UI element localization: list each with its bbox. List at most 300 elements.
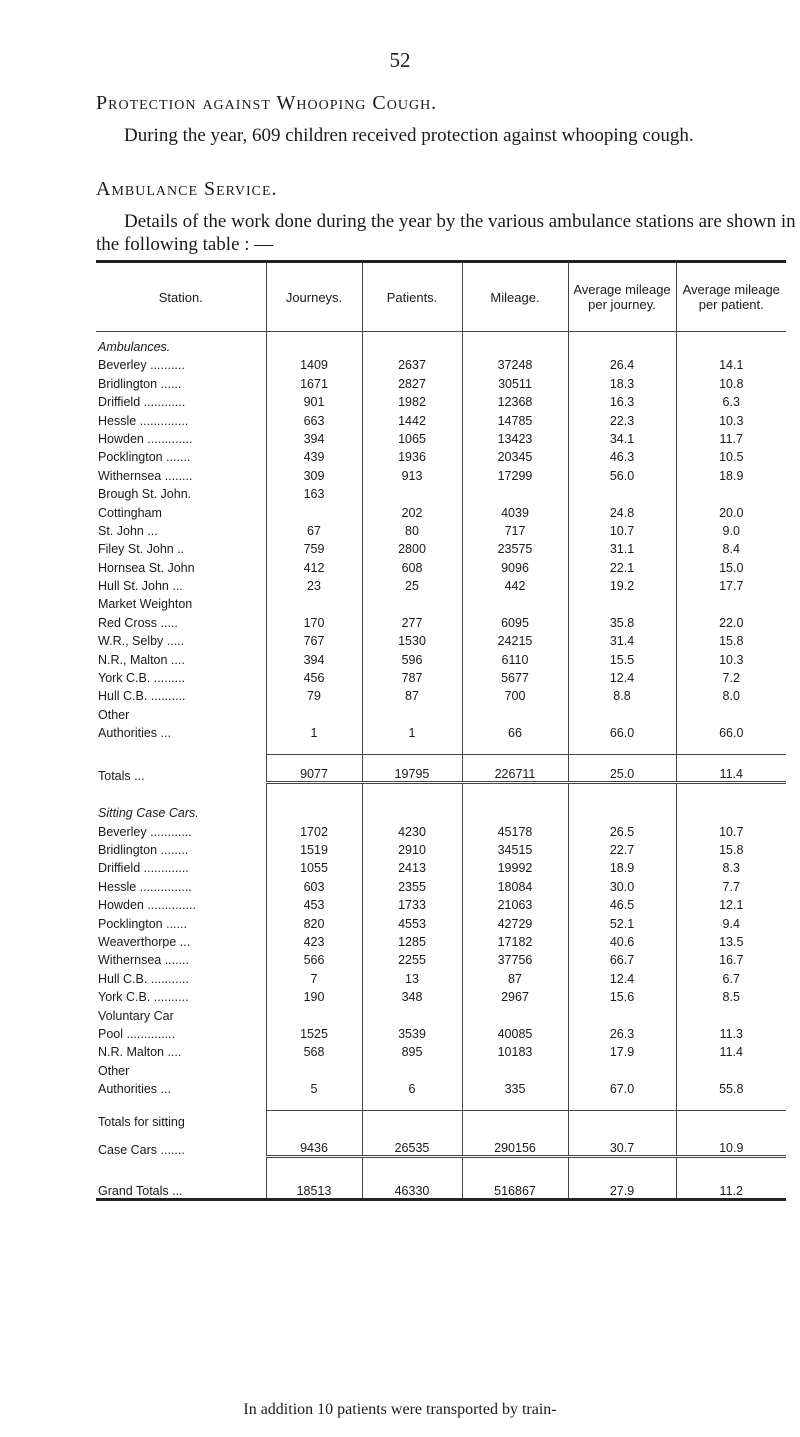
table-row (96, 912, 786, 930)
table-row (96, 391, 786, 409)
mileage-cell: 19992 (462, 857, 568, 875)
empty-cell (462, 332, 568, 355)
mileage-cell (462, 1059, 568, 1077)
table-row (96, 575, 786, 593)
avg-patient-cell (676, 593, 786, 611)
mileage-cell: 290156 (462, 1129, 568, 1157)
mileage-cell: 18084 (462, 875, 568, 893)
mileage-cell: 34515 (462, 839, 568, 857)
table-row (96, 986, 786, 1004)
avg-patient-cell: 11.4 (676, 1041, 786, 1059)
journeys-cell: 1409 (266, 354, 362, 372)
avg-patient-cell: 10.5 (676, 446, 786, 464)
journeys-cell (266, 593, 362, 611)
avg-journey-cell: 26.4 (568, 354, 676, 372)
avg-patient-cell: 15.0 (676, 556, 786, 574)
patients-cell: 2255 (362, 949, 462, 967)
empty-cell (96, 1096, 266, 1111)
avg-journey-cell: 46.5 (568, 894, 676, 912)
mileage-cell: 14785 (462, 409, 568, 427)
journeys-cell: 1671 (266, 372, 362, 390)
journeys-cell: 67 (266, 520, 362, 538)
journeys-cell: 603 (266, 875, 362, 893)
patients-cell: 6 (362, 1078, 462, 1096)
avg-journey-cell: 26.5 (568, 820, 676, 838)
mileage-cell: 30511 (462, 372, 568, 390)
mileage-cell: 42729 (462, 912, 568, 930)
empty-cell (462, 1096, 568, 1111)
empty-cell (362, 740, 462, 755)
mileage-cell: 17182 (462, 931, 568, 949)
station-cell: St. John ... (98, 523, 158, 538)
patients-cell: 46330 (362, 1172, 462, 1200)
mileage-cell: 87 (462, 967, 568, 985)
section-ambulances (96, 332, 786, 355)
station-cell: Other (98, 1063, 130, 1078)
table-row (96, 949, 786, 967)
avg-journey-cell: 27.9 (568, 1172, 676, 1200)
station-cell: Market Weighton (98, 597, 193, 612)
mileage-cell: 12368 (462, 391, 568, 409)
station-cell: Driffield ............ (98, 395, 186, 410)
avg-journey-cell: 10.7 (568, 520, 676, 538)
empty-cell (676, 740, 786, 755)
col-header-avg-per-patient: Average mileage per patient. (676, 262, 786, 332)
station-cell: Authorities ... (98, 726, 171, 741)
empty-cell (568, 783, 676, 799)
avg-patient-cell: 8.4 (676, 538, 786, 556)
avg-journey-cell: 35.8 (568, 611, 676, 629)
journeys-cell: 9077 (266, 755, 362, 783)
empty-cell (266, 740, 362, 755)
avg-patient-cell: 10.7 (676, 820, 786, 838)
empty-cell (362, 1096, 462, 1111)
station-cell: York C.B. .......... (98, 990, 189, 1005)
journeys-cell: 163 (266, 483, 362, 501)
station-cell: Pocklington ....... (98, 450, 191, 465)
table-row (96, 354, 786, 372)
mileage-cell: 2967 (462, 986, 568, 1004)
page-number: 52 (389, 48, 411, 72)
table-row (96, 556, 786, 574)
col-header-avg-per-journey: Average mileage per journey. (568, 262, 676, 332)
avg-patient-cell: 10.8 (676, 372, 786, 390)
table-row (96, 409, 786, 427)
table-row (96, 1041, 786, 1059)
patients-cell: 2910 (362, 839, 462, 857)
mileage-cell: 5677 (462, 667, 568, 685)
station-cell: Brough St. John. (98, 487, 192, 502)
table-row (96, 1004, 786, 1022)
patients-cell: 1 (362, 722, 462, 740)
avg-journey-cell: 31.1 (568, 538, 676, 556)
journeys-cell: 1519 (266, 839, 362, 857)
avg-journey-cell: 52.1 (568, 912, 676, 930)
journeys-cell: 9436 (266, 1129, 362, 1157)
empty-cell (362, 1111, 462, 1130)
journeys-cell: 439 (266, 446, 362, 464)
mileage-cell: 335 (462, 1078, 568, 1096)
mileage-cell: 6095 (462, 611, 568, 629)
patients-cell: 277 (362, 611, 462, 629)
journeys-cell (266, 703, 362, 721)
station-cell: Driffield ............. (98, 861, 189, 876)
patients-cell: 787 (362, 667, 462, 685)
journeys-cell: 412 (266, 556, 362, 574)
table-row (96, 428, 786, 446)
station-cell: Grand Totals ... (96, 1172, 266, 1200)
empty-cell (96, 740, 266, 755)
station-cell: Howden .............. (98, 898, 196, 913)
patients-cell (362, 703, 462, 721)
avg-patient-cell: 6.7 (676, 967, 786, 985)
patients-cell: 348 (362, 986, 462, 1004)
avg-journey-cell: 46.3 (568, 446, 676, 464)
journeys-cell: 5 (266, 1078, 362, 1096)
mileage-cell: 20345 (462, 446, 568, 464)
station-cell: Other (98, 707, 130, 722)
avg-patient-cell: 10.3 (676, 648, 786, 666)
station-cell: Beverley ............ (98, 824, 192, 839)
mileage-cell: 700 (462, 685, 568, 703)
table-row (96, 501, 786, 519)
avg-patient-cell: 18.9 (676, 464, 786, 482)
journeys-cell: 456 (266, 667, 362, 685)
avg-journey-cell: 8.8 (568, 685, 676, 703)
avg-patient-cell: 9.0 (676, 520, 786, 538)
journeys-cell (266, 1004, 362, 1022)
empty-cell (462, 740, 568, 755)
empty-cell (462, 798, 568, 820)
patients-cell (362, 1059, 462, 1077)
empty-cell (96, 1157, 266, 1173)
patients-cell (362, 483, 462, 501)
avg-journey-cell (568, 483, 676, 501)
mileage-cell (462, 593, 568, 611)
table-row (96, 1059, 786, 1077)
patients-cell: 80 (362, 520, 462, 538)
table-row (96, 1023, 786, 1041)
avg-patient-cell: 12.1 (676, 894, 786, 912)
table-row (96, 483, 786, 501)
journeys-cell: 1525 (266, 1023, 362, 1041)
empty-cell (568, 740, 676, 755)
station-cell: Hull C.B. .......... (98, 689, 186, 704)
journeys-cell: 190 (266, 986, 362, 1004)
journeys-cell: 1055 (266, 857, 362, 875)
table-row (96, 446, 786, 464)
empty-cell (568, 1111, 676, 1130)
mileage-cell: 40085 (462, 1023, 568, 1041)
table-row (96, 839, 786, 857)
avg-journey-cell: 56.0 (568, 464, 676, 482)
empty-cell (266, 1111, 362, 1130)
section-sitting-cars-label: Sitting Case Cars. (98, 806, 199, 821)
mileage-cell (462, 1004, 568, 1022)
patients-cell: 13 (362, 967, 462, 985)
avg-journey-cell: 26.3 (568, 1023, 676, 1041)
sitting-totals-row (96, 1129, 786, 1157)
avg-journey-cell: 40.6 (568, 931, 676, 949)
mileage-cell: 226711 (462, 755, 568, 783)
table-row (96, 372, 786, 390)
journeys-cell: 820 (266, 912, 362, 930)
journeys-cell: 7 (266, 967, 362, 985)
avg-journey-cell: 24.8 (568, 501, 676, 519)
patients-cell: 1442 (362, 409, 462, 427)
sitting-totals-label-row-label: Totals for sitting (98, 1115, 185, 1130)
avg-journey-cell (568, 593, 676, 611)
ambulance-totals-row (96, 755, 786, 783)
avg-journey-cell: 66.7 (568, 949, 676, 967)
avg-journey-cell: 67.0 (568, 1078, 676, 1096)
patients-cell: 913 (362, 464, 462, 482)
station-cell: N.R. Malton .... (98, 1045, 182, 1060)
empty-cell (362, 798, 462, 820)
patients-cell: 1285 (362, 931, 462, 949)
avg-patient-cell: 15.8 (676, 839, 786, 857)
table-row (96, 593, 786, 611)
station-cell: Withernsea ........ (98, 468, 193, 483)
patients-cell: 596 (362, 648, 462, 666)
empty-cell (568, 332, 676, 355)
mileage-cell: 6110 (462, 648, 568, 666)
col-header-patients: Patients. (362, 262, 462, 332)
empty-cell (266, 783, 362, 799)
journeys-cell: 170 (266, 611, 362, 629)
journeys-cell: 663 (266, 409, 362, 427)
station-cell: N.R., Malton .... (98, 652, 185, 667)
station-cell: Bridlington ...... (98, 376, 182, 391)
avg-journey-cell (568, 703, 676, 721)
avg-journey-cell: 22.7 (568, 839, 676, 857)
journeys-cell: 79 (266, 685, 362, 703)
avg-patient-cell: 14.1 (676, 354, 786, 372)
avg-patient-cell: 16.7 (676, 949, 786, 967)
avg-patient-cell: 11.2 (676, 1172, 786, 1200)
avg-journey-cell: 30.7 (568, 1129, 676, 1157)
patients-cell: 2800 (362, 538, 462, 556)
avg-journey-cell: 12.4 (568, 667, 676, 685)
avg-patient-cell: 10.9 (676, 1129, 786, 1157)
avg-patient-cell (676, 1004, 786, 1022)
table-row (96, 875, 786, 893)
avg-journey-cell: 16.3 (568, 391, 676, 409)
avg-journey-cell (568, 1059, 676, 1077)
table-row (96, 648, 786, 666)
journeys-cell: 1 (266, 722, 362, 740)
avg-patient-cell: 10.3 (676, 409, 786, 427)
table-row (96, 667, 786, 685)
mileage-cell (462, 703, 568, 721)
table-row (96, 967, 786, 985)
table-header-row (96, 262, 786, 332)
mileage-cell: 66 (462, 722, 568, 740)
journeys-cell (266, 1059, 362, 1077)
avg-patient-cell: 22.0 (676, 611, 786, 629)
avg-journey-cell: 15.5 (568, 648, 676, 666)
empty-cell (362, 783, 462, 799)
mileage-cell: 17299 (462, 464, 568, 482)
station-cell: Case Cars ....... (98, 1142, 185, 1157)
table-row (96, 464, 786, 482)
empty-cell (266, 1096, 362, 1111)
station-cell: Totals ... (98, 768, 145, 783)
sitting-totals-label-row (96, 1111, 786, 1130)
empty-cell (462, 1157, 568, 1173)
mileage-cell (462, 483, 568, 501)
journeys-cell: 23 (266, 575, 362, 593)
empty-cell (462, 1111, 568, 1130)
journeys-cell: 566 (266, 949, 362, 967)
avg-patient-cell: 11.3 (676, 1023, 786, 1041)
empty-cell (676, 1096, 786, 1111)
spacer-row (96, 740, 786, 755)
journeys-cell: 18513 (266, 1172, 362, 1200)
avg-patient-cell: 15.8 (676, 630, 786, 648)
patients-cell: 3539 (362, 1023, 462, 1041)
station-cell: Bridlington ........ (98, 842, 189, 857)
empty-cell (96, 783, 266, 799)
station-cell: Authorities ... (98, 1082, 171, 1097)
patients-cell: 2355 (362, 875, 462, 893)
avg-journey-cell: 66.0 (568, 722, 676, 740)
section-heading-whooping-cough: Protection against Whooping Cough. (96, 92, 438, 114)
journeys-cell (266, 501, 362, 519)
patients-cell: 25 (362, 575, 462, 593)
section-sitting-cars (96, 798, 786, 820)
station-cell: Weaverthorpe ... (98, 934, 191, 949)
empty-cell (266, 798, 362, 820)
mileage-cell: 516867 (462, 1172, 568, 1200)
table-row (96, 520, 786, 538)
station-cell: York C.B. ......... (98, 671, 186, 686)
table-row (96, 820, 786, 838)
empty-cell (676, 1157, 786, 1173)
table-row (96, 611, 786, 629)
empty-cell (568, 1096, 676, 1111)
patients-cell: 4553 (362, 912, 462, 930)
station-cell: Red Cross ..... (98, 615, 178, 630)
patients-cell: 1733 (362, 894, 462, 912)
col-header-journeys: Journeys. (266, 262, 362, 332)
empty-cell (362, 1157, 462, 1173)
journeys-cell: 423 (266, 931, 362, 949)
mileage-cell: 442 (462, 575, 568, 593)
station-cell: Withernsea ....... (98, 953, 190, 968)
station-cell: Hornsea St. John (98, 560, 195, 575)
patients-cell (362, 593, 462, 611)
avg-journey-cell: 31.4 (568, 630, 676, 648)
section-heading-ambulance: Ambulance Service. (96, 178, 278, 200)
patients-cell (362, 1004, 462, 1022)
journeys-cell: 394 (266, 428, 362, 446)
patients-cell: 1530 (362, 630, 462, 648)
station-cell: Hull C.B. ........... (98, 971, 189, 986)
avg-journey-cell: 17.9 (568, 1041, 676, 1059)
avg-journey-cell: 25.0 (568, 755, 676, 783)
patients-cell: 1982 (362, 391, 462, 409)
journeys-cell: 1702 (266, 820, 362, 838)
grand-totals-row (96, 1172, 786, 1200)
avg-journey-cell: 15.6 (568, 986, 676, 1004)
mileage-cell: 24215 (462, 630, 568, 648)
avg-journey-cell: 22.1 (568, 556, 676, 574)
mileage-cell: 10183 (462, 1041, 568, 1059)
journeys-cell: 309 (266, 464, 362, 482)
empty-cell (568, 1157, 676, 1173)
patients-cell: 2637 (362, 354, 462, 372)
avg-patient-cell: 20.0 (676, 501, 786, 519)
patients-cell: 1065 (362, 428, 462, 446)
avg-patient-cell: 66.0 (676, 722, 786, 740)
table-row (96, 857, 786, 875)
journeys-cell: 767 (266, 630, 362, 648)
table-row (96, 722, 786, 740)
journeys-cell: 568 (266, 1041, 362, 1059)
spacer-row (96, 1096, 786, 1111)
empty-cell (266, 332, 362, 355)
avg-journey-cell: 18.9 (568, 857, 676, 875)
journeys-cell: 759 (266, 538, 362, 556)
patients-cell: 608 (362, 556, 462, 574)
col-header-station: Station. (96, 262, 266, 332)
avg-patient-cell (676, 703, 786, 721)
station-cell: Howden ............. (98, 431, 193, 446)
station-cell: Pocklington ...... (98, 916, 187, 931)
col-header-mileage: Mileage. (462, 262, 568, 332)
patients-cell: 87 (362, 685, 462, 703)
journeys-cell: 453 (266, 894, 362, 912)
station-cell: Beverley .......... (98, 358, 185, 373)
mileage-cell: 13423 (462, 428, 568, 446)
station-cell: Cottingham (98, 505, 162, 520)
table-row (96, 894, 786, 912)
avg-patient-cell: 7.2 (676, 667, 786, 685)
avg-patient-cell: 7.7 (676, 875, 786, 893)
avg-journey-cell: 19.2 (568, 575, 676, 593)
table-row (96, 931, 786, 949)
avg-patient-cell (676, 483, 786, 501)
journeys-cell: 901 (266, 391, 362, 409)
patients-cell: 895 (362, 1041, 462, 1059)
ambulance-paragraph (96, 210, 796, 256)
journeys-cell: 394 (266, 648, 362, 666)
empty-cell (266, 1157, 362, 1173)
avg-journey-cell: 30.0 (568, 875, 676, 893)
mileage-cell: 9096 (462, 556, 568, 574)
mileage-cell: 45178 (462, 820, 568, 838)
empty-cell (676, 1111, 786, 1130)
mileage-cell: 23575 (462, 538, 568, 556)
patients-cell: 2413 (362, 857, 462, 875)
avg-patient-cell: 11.7 (676, 428, 786, 446)
avg-patient-cell: 9.4 (676, 912, 786, 930)
footer-text: In addition 10 patients were transported by train- (243, 1401, 557, 1418)
patients-cell: 26535 (362, 1129, 462, 1157)
ambulance-text: Details of the work done during the year by the various ambulance stations are shown in the following table : — (96, 211, 796, 255)
table-row (96, 703, 786, 721)
patients-cell: 1936 (362, 446, 462, 464)
avg-patient-cell: 17.7 (676, 575, 786, 593)
avg-patient-cell: 6.3 (676, 391, 786, 409)
empty-cell (676, 783, 786, 799)
avg-patient-cell: 55.8 (676, 1078, 786, 1096)
avg-journey-cell: 18.3 (568, 372, 676, 390)
table-row (96, 630, 786, 648)
spacer-row (96, 1157, 786, 1173)
mileage-cell: 4039 (462, 501, 568, 519)
